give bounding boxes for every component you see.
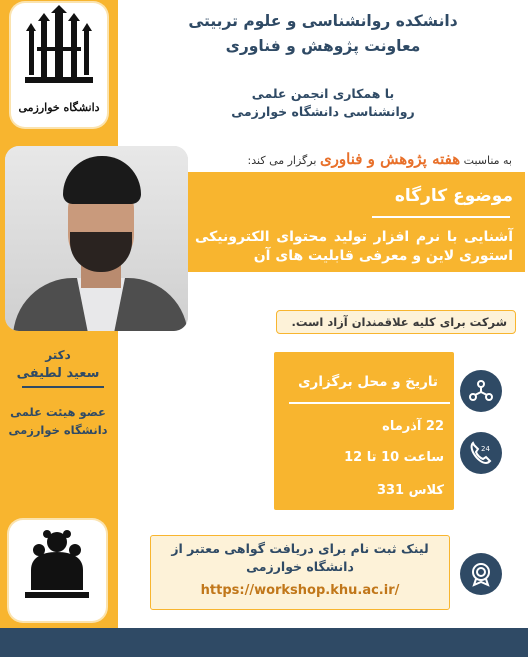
lecturer-photo — [5, 146, 188, 331]
svg-text:24: 24 — [481, 445, 490, 453]
participation-note: شرکت برای کلیه علاقمندان آزاد است. — [276, 310, 516, 334]
registration-line-1: لینک ثبت نام برای دریافت گواهی معتبر از — [171, 541, 429, 556]
faculty-title: دانشکده روانشناسی و علوم تربیتی — [188, 12, 458, 30]
schedule-time: ساعت 10 تا 12 — [344, 450, 444, 465]
occasion-prefix: به مناسبت — [463, 154, 512, 167]
association-logo — [9, 520, 106, 621]
lecturer-divider — [22, 386, 104, 388]
lecturer-role: عضو هیئت علمی — [10, 405, 106, 419]
registration-link[interactable]: https://workshop.khu.ac.ir/ — [200, 583, 400, 598]
schedule-heading: تاریخ و محل برگزاری — [292, 374, 444, 390]
university-logo — [11, 3, 107, 127]
footer-bar — [0, 628, 528, 657]
collaboration-line-2: روانشناسی دانشگاه خوارزمی — [231, 104, 415, 119]
registration-line-2: دانشگاه خوارزمی — [246, 559, 354, 574]
occasion-highlight: هفته پژوهش و فناوری — [319, 150, 461, 168]
collaboration-line-1: با همکاری انجمن علمی — [251, 86, 395, 101]
university-logo-caption: دانشگاه خوارزمی — [18, 101, 100, 114]
occasion-line — [190, 146, 520, 172]
lecturer-title: دکتر — [45, 348, 71, 362]
association-emblem-icon — [9, 520, 106, 621]
university-emblem-icon — [11, 3, 107, 99]
topic-text: آشنایی با نرم افزار تولید محتوای الکترونیکی استوری لاین و معرفی قابلیت های آن — [195, 229, 513, 264]
lecturer-affiliation: دانشگاه خوارزمی — [8, 423, 108, 437]
schedule-room: کلاس 331 — [376, 483, 444, 498]
certificate-badge-icon — [460, 553, 502, 595]
deputy-title: معاونت پژوهش و فناوری — [225, 37, 421, 55]
people-network-icon — [460, 370, 502, 412]
24-hour-phone-icon — [460, 432, 502, 474]
topic-heading: موضوع کارگاه — [394, 186, 513, 206]
topic-underline — [372, 216, 510, 218]
schedule-date: 22 آذرماه — [382, 419, 444, 434]
occasion-suffix: برگزار می کند: — [247, 154, 317, 167]
schedule-underline — [289, 402, 450, 404]
lecturer-name: سعید لطیفی — [16, 366, 100, 381]
